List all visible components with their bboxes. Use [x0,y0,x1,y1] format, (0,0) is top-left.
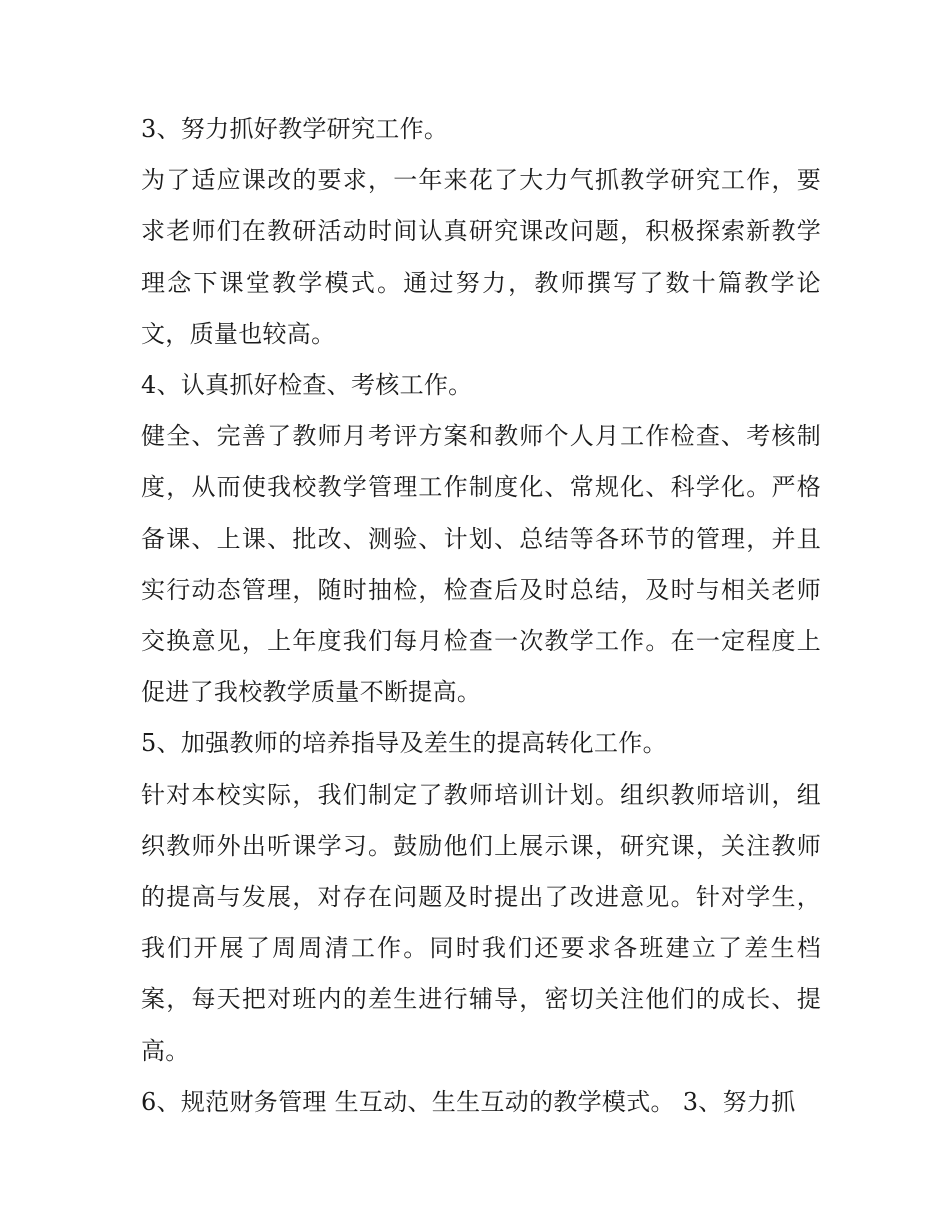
document-body [141,104,821,1128]
paragraph-inspection-assessment: 健全、完善了教师月考评方案和教师个人月工作检查、考核制度，从而使我校教学管理工作制度化、常规化、科学化。严格备课、上课、批改、测验、计划、总结等各环节的管理，并且实行动态管理，随时抽检，检查后及时总结，及时与相关老师交换意见，上年度我们每月检查一次教学工作。在一定程度上促进了我校教学质量不断提高。 [141,422,821,707]
section-heading-3: 3、努力抓好教学研究工作。 [141,115,449,143]
section-heading-6: 6、规范财务管理 生互动、生生互动的教学模式。 3、努力抓 [141,1087,796,1116]
paragraph-teaching-research: 为了适应课改的要求，一年来花了大力气抓教学研究工作，要求老师们在教研活动时间认真研究课改问题，积极探索新教学理念下课堂教学模式。通过努力，教师撰写了数十篇教学论文，质量也较高。 [141,166,821,348]
section-heading-4: 4、认真抓好检查、考核工作。 [141,371,473,400]
section-heading-5: 5、加强教师的培养指导及差生的提高转化工作。 [141,729,667,758]
paragraph-teacher-training: 针对本校实际，我们制定了教师培训计划。组织教师培训，组织教师外出听课学习。鼓励他们上展示课，研究课，关注教师的提高与发展，对存在问题及时提出了改进意见。针对学生，我们开展了周周清工作。同时我们还要求各班建立了差生档案，每天把对班内的差生进行辅导，密切关注他们的成长、提高。 [141,780,821,1065]
